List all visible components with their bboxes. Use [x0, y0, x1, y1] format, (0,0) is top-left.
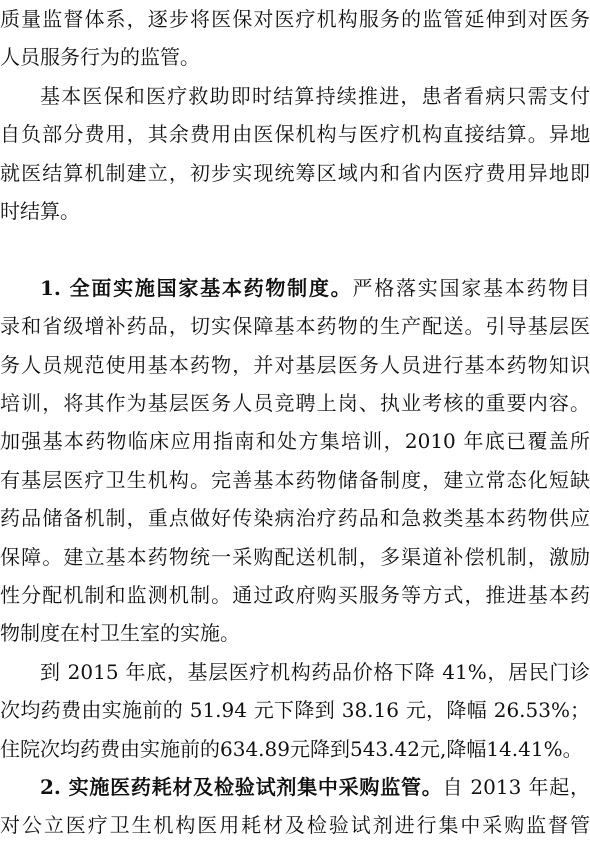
paragraph-3-line-9: 性分配机制和监测机制。通过政府购买服务等方式，推进基本药	[0, 583, 590, 607]
paragraph-3-line-2: 录和省级增补药品，切实保障基本药物的生产配送。引导基层医	[0, 314, 590, 339]
paragraph-3-line-3: 务人员规范使用基本药物，并对基层医务人员进行基本药物知识	[0, 352, 590, 377]
paragraph-3-line-5: 加强基本药物临床应用指南和处方集培训，2010 年底已覆盖所	[0, 429, 590, 454]
paragraph-2-line-3: 就医结算机制建立，初步实现统筹区域内和省内医疗费用异地即	[0, 160, 590, 185]
paragraph-3-line-4: 培训，将其作为基层医务人员竞聘上岗、执业考核的重要内容。	[0, 391, 590, 415]
paragraph-5-line-2: 对公立医疗卫生机构医用耗材及检验试剂进行集中采购监督管	[0, 813, 590, 838]
paragraph-3-line-7: 药品储备机制，重点做好传染病治疗药品和急救类基本药物供应	[0, 506, 590, 531]
paragraph-4-line-3: 住院次均药费由实施前的634.89元降到543.42元,降幅14.41%。	[0, 736, 583, 761]
paragraph-3-lead-heading: 1. 全面实施国家基本药物制度。	[40, 275, 353, 300]
paragraph-4-line-1: 到 2015 年底，基层医疗机构药品价格下降 41%，居民门诊	[40, 659, 590, 684]
paragraph-1-line-1: 质量监督体系，逐步将医保对医疗机构服务的监管延伸到对医务	[0, 7, 590, 31]
paragraph-3-line-8: 保障。建立基本药物统一采购配送机制，多渠道补偿机制，激励	[0, 544, 590, 569]
paragraph-2-line-1: 基本医保和医疗救助即时结算持续推进，患者看病只需支付	[40, 83, 590, 108]
paragraph-5-line-1	[40, 770, 590, 804]
paragraph-3-line-6: 有基层医疗卫生机构。完善基本药物储备制度，建立常态化短缺	[0, 467, 590, 492]
paragraph-1-line-2: 人员服务行为的监管。	[0, 45, 200, 70]
paragraph-2-line-2: 自负部分费用，其余费用由医保机构与医疗机构直接结算。异地	[0, 122, 590, 147]
paragraph-3-line-1	[40, 271, 590, 305]
paragraph-5-lead-heading: 2. 实施医药耗材及检验试剂集中采购监管。	[40, 775, 443, 799]
paragraph-3-line-10: 物制度在村卫生室的实施。	[0, 621, 240, 646]
paragraph-2-line-4: 时结算。	[0, 199, 80, 223]
paragraph-4-line-2: 次均药费由实施前的 51.94 元下降到 38.16 元，降幅 26.53%；	[0, 698, 590, 723]
paragraph-5-line-1-text: 自 2013 年起，	[442, 775, 590, 799]
paragraph-3-line-1-text: 严格落实国家基本药物目	[352, 275, 590, 300]
